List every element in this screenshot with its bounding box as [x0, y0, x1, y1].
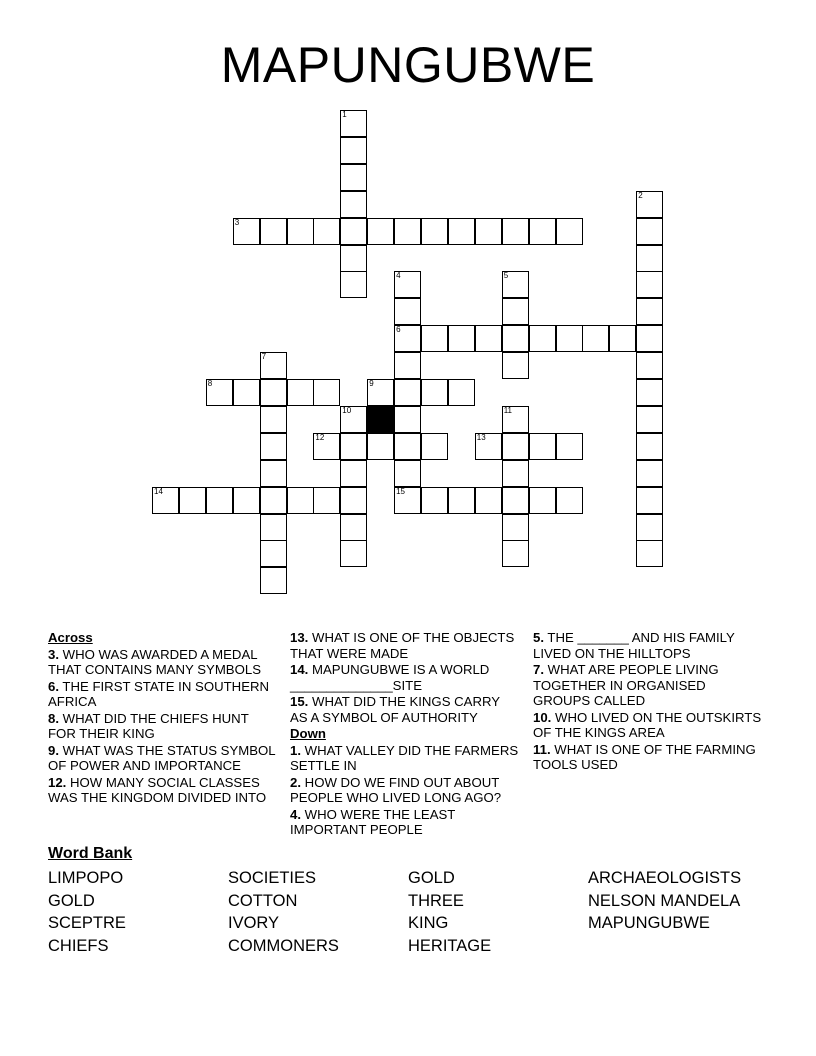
- clue: [290, 694, 520, 725]
- clue: [533, 742, 763, 773]
- grid-cell[interactable]: [636, 406, 663, 433]
- clue-number: 13: [476, 432, 486, 442]
- clue-number-label: 1.: [290, 742, 301, 758]
- clue-text: THE _______ AND HIS FAMILY LIVED ON THE HILLTOPS: [533, 630, 735, 661]
- grid-cell[interactable]: [636, 191, 663, 218]
- grid-cell[interactable]: [260, 567, 287, 594]
- clue-number-label: 3.: [48, 646, 59, 662]
- word-bank-word: HERITAGE: [408, 936, 492, 955]
- grid-cell[interactable]: [340, 271, 367, 298]
- clue-number: 11: [503, 405, 512, 415]
- grid-cell[interactable]: [636, 460, 663, 487]
- grid-cell[interactable]: [502, 540, 529, 567]
- grid-cell[interactable]: [260, 460, 287, 487]
- grid-cell[interactable]: [529, 218, 556, 245]
- word-bank-word: SOCIETIES: [228, 869, 317, 887]
- grid-cell[interactable]: [394, 460, 421, 487]
- word-bank-column: [228, 867, 339, 957]
- grid-cell[interactable]: [636, 218, 663, 245]
- clue-number-label: 10.: [533, 709, 552, 725]
- clue-text: WHO WAS AWARDED A MEDAL THAT CONTAINS MANY SYMBOLS: [48, 646, 261, 677]
- grid-cell[interactable]: [529, 325, 556, 352]
- grid-cell[interactable]: [340, 245, 367, 272]
- grid-cell[interactable]: [394, 218, 421, 245]
- clue-number-label: 2.: [290, 774, 301, 790]
- clue-number: 14: [154, 486, 163, 496]
- clue: [48, 679, 280, 710]
- grid-cell[interactable]: [394, 298, 421, 325]
- grid-cell[interactable]: [152, 487, 179, 514]
- black-cell: [367, 406, 394, 433]
- grid-cell[interactable]: [206, 379, 233, 406]
- grid-cell[interactable]: [448, 325, 475, 352]
- grid-cell[interactable]: [556, 433, 583, 460]
- clue-number-label: 6.: [48, 678, 59, 694]
- grid-cell[interactable]: [340, 406, 367, 433]
- grid-cell[interactable]: [475, 325, 502, 352]
- word-bank-word: GOLD: [48, 891, 95, 910]
- grid-cell[interactable]: [287, 379, 314, 406]
- grid-cell[interactable]: [233, 487, 260, 514]
- grid-cell[interactable]: [448, 487, 475, 514]
- word-bank-word: COTTON: [228, 891, 298, 910]
- grid-cell[interactable]: [502, 406, 529, 433]
- clue: [290, 807, 520, 838]
- grid-cell[interactable]: [340, 191, 367, 218]
- clue-text: WHAT DID THE KINGS CARRY AS A SYMBOL OF AUTHORITY: [290, 694, 500, 725]
- word-bank-word: CHIEFS: [48, 936, 109, 955]
- grid-cell[interactable]: [502, 487, 529, 514]
- grid-cell[interactable]: [475, 433, 502, 460]
- grid-cell[interactable]: [502, 460, 529, 487]
- grid-cell[interactable]: [394, 325, 421, 352]
- word-bank-word: COMMONERS: [228, 936, 339, 955]
- clue: [290, 775, 520, 806]
- grid-cell[interactable]: [556, 325, 583, 352]
- grid-cell[interactable]: [260, 218, 287, 245]
- grid-cell[interactable]: [636, 271, 663, 298]
- clue-number: 5: [503, 271, 509, 281]
- across-heading: Across: [48, 630, 93, 645]
- clue-text: WHAT ARE PEOPLE LIVING TOGETHER IN ORGANISED GROUPS CALLED: [533, 662, 719, 708]
- grid-cell[interactable]: [206, 487, 233, 514]
- grid-cell[interactable]: [260, 379, 287, 406]
- grid-cell[interactable]: [287, 218, 314, 245]
- clue-text: WHAT VALLEY DID THE FARMERS SETTLE IN: [290, 742, 519, 773]
- clue-text: WHO LIVED ON THE OUTSKIRTS OF THE KINGS AREA: [533, 709, 762, 740]
- grid-cell[interactable]: [340, 218, 367, 245]
- clue: [533, 662, 763, 709]
- clue-text: HOW MANY SOCIAL CLASSES WAS THE KINGDOM DIVIDED INTO: [48, 774, 267, 805]
- grid-cell[interactable]: [260, 540, 287, 567]
- grid-cell[interactable]: [340, 433, 367, 460]
- word-bank-word: SCEPTRE: [48, 914, 126, 933]
- grid-cell[interactable]: [260, 406, 287, 433]
- grid-cell[interactable]: [529, 433, 556, 460]
- down-clues-list: [290, 743, 520, 838]
- grid-cell[interactable]: [340, 110, 367, 137]
- clue-number-label: 9.: [48, 742, 59, 758]
- clue-column-1: [48, 630, 280, 807]
- grid-cell[interactable]: [287, 487, 314, 514]
- grid-cell[interactable]: [421, 433, 448, 460]
- clue-text: WHAT IS ONE OF THE OBJECTS THAT WERE MADE: [290, 630, 515, 661]
- grid-cell[interactable]: [636, 298, 663, 325]
- clue: [290, 630, 520, 661]
- grid-cell[interactable]: [394, 271, 421, 298]
- clue-number-label: 15.: [290, 694, 309, 709]
- grid-cell[interactable]: [421, 218, 448, 245]
- clue: [290, 662, 520, 693]
- clue: [533, 630, 763, 661]
- clue-column-3: [533, 630, 763, 774]
- word-bank-column: [48, 867, 126, 957]
- clue: [48, 775, 280, 806]
- clue-text: WHO WERE THE LEAST IMPORTANT PEOPLE: [290, 806, 456, 837]
- clue-column-2: [290, 630, 520, 839]
- grid-cell[interactable]: [179, 487, 206, 514]
- clue-number: 2: [638, 190, 643, 200]
- across-clues-list: [48, 647, 280, 806]
- word-bank-column: [408, 867, 491, 957]
- grid-cell[interactable]: [394, 433, 421, 460]
- grid-cell[interactable]: [556, 218, 583, 245]
- grid-cell[interactable]: [502, 218, 529, 245]
- grid-cell[interactable]: [260, 433, 287, 460]
- word-bank-word: THREE: [408, 891, 464, 910]
- grid-cell[interactable]: [636, 540, 663, 567]
- grid-cell[interactable]: [502, 271, 529, 298]
- grid-cell[interactable]: [475, 218, 502, 245]
- grid-cell[interactable]: [313, 433, 340, 460]
- clue: [48, 711, 280, 742]
- grid-cell[interactable]: [260, 487, 287, 514]
- grid-cell[interactable]: [609, 325, 636, 352]
- grid-cell[interactable]: [233, 379, 260, 406]
- clue-text: WHAT DID THE CHIEFS HUNT FOR THEIR KING: [48, 710, 249, 741]
- clue-number-label: 11.: [533, 741, 551, 757]
- word-bank-word: NELSON MANDELA: [588, 891, 741, 910]
- clue-number-label: 8.: [48, 710, 59, 726]
- word-bank-column: [588, 867, 741, 935]
- clue: [48, 647, 280, 678]
- clue-number-label: 4.: [290, 806, 301, 822]
- down-heading: Down: [290, 726, 326, 741]
- grid-cell[interactable]: [394, 379, 421, 406]
- grid-cell[interactable]: [582, 325, 609, 352]
- grid-cell[interactable]: [502, 325, 529, 352]
- grid-cell[interactable]: [260, 352, 287, 379]
- grid-cell[interactable]: [636, 352, 663, 379]
- grid-cell[interactable]: [636, 245, 663, 272]
- clue: [290, 743, 520, 774]
- grid-cell[interactable]: [636, 379, 663, 406]
- grid-cell[interactable]: [421, 325, 448, 352]
- word-bank-word: KING: [408, 914, 449, 933]
- clue-number: 15: [396, 486, 405, 496]
- grid-cell[interactable]: [233, 218, 260, 245]
- clue-number: 9: [369, 379, 374, 388]
- word-bank-word: MAPUNGUBWE: [588, 914, 710, 933]
- grid-cell[interactable]: [421, 487, 448, 514]
- grid-cell[interactable]: [367, 379, 394, 406]
- clue-number-label: 7.: [533, 662, 544, 677]
- word-bank-word: IVORY: [228, 914, 280, 933]
- grid-cell[interactable]: [636, 433, 663, 460]
- grid-cell[interactable]: [636, 325, 663, 352]
- clue-number: 6: [396, 325, 401, 335]
- grid-cell[interactable]: [502, 433, 529, 460]
- clue-number: 4: [396, 271, 401, 281]
- clue-number: 12: [315, 432, 325, 442]
- grid-cell[interactable]: [502, 298, 529, 325]
- clue: [48, 743, 280, 774]
- grid-cell[interactable]: [313, 487, 340, 514]
- grid-cell[interactable]: [394, 352, 421, 379]
- clue-number: 1: [342, 110, 347, 119]
- puzzle-title: MAPUNGUBWE: [220, 37, 596, 93]
- clue-number: 3: [234, 217, 240, 227]
- word-bank-word: GOLD: [408, 869, 455, 887]
- grid-cell[interactable]: [529, 487, 556, 514]
- grid-cell[interactable]: [367, 433, 394, 460]
- grid-cell[interactable]: [636, 514, 663, 541]
- clue-number-label: 5.: [533, 630, 544, 645]
- grid-cell[interactable]: [340, 137, 367, 164]
- across-clues-list-continued: [290, 630, 520, 725]
- clue-number: 10: [342, 405, 352, 415]
- word-bank-word: ARCHAEOLOGISTS: [588, 869, 742, 887]
- clue-text: HOW DO WE FIND OUT ABOUT PEOPLE WHO LIVED LONG AGO?: [290, 774, 502, 805]
- grid-cell[interactable]: [448, 379, 475, 406]
- grid-cell[interactable]: [475, 487, 502, 514]
- down-clues-list-continued: [533, 630, 763, 773]
- word-bank-title: Word Bank: [48, 845, 133, 862]
- grid-cell[interactable]: [340, 460, 367, 487]
- grid-cell[interactable]: [394, 406, 421, 433]
- grid-cell[interactable]: [313, 218, 340, 245]
- grid-cell[interactable]: [367, 218, 394, 245]
- grid-cell[interactable]: [636, 487, 663, 514]
- clue-text: WHAT IS ONE OF THE FARMING TOOLS USED: [533, 741, 756, 772]
- grid-cell[interactable]: [340, 164, 367, 191]
- grid-cell[interactable]: [260, 514, 287, 541]
- grid-cell[interactable]: [502, 514, 529, 541]
- clue-number-label: 13.: [290, 630, 309, 645]
- grid-cell[interactable]: [502, 352, 529, 379]
- grid-cell[interactable]: [340, 540, 367, 567]
- clue-number: 7: [261, 352, 267, 362]
- clue-text: MAPUNGUBWE IS A WORLD ______________SITE: [290, 662, 490, 693]
- grid-cell[interactable]: [394, 487, 421, 514]
- grid-cell[interactable]: [340, 487, 367, 514]
- clue-text: THE FIRST STATE IN SOUTHERN AFRICA: [48, 678, 270, 709]
- word-bank-word: LIMPOPO: [48, 869, 124, 887]
- clue-text: WHAT WAS THE STATUS SYMBOL OF POWER AND IMPORTANCE: [48, 742, 276, 773]
- grid-cell[interactable]: [448, 218, 475, 245]
- grid-cell[interactable]: [340, 514, 367, 541]
- grid-cell[interactable]: [556, 487, 583, 514]
- clue-number: 8: [207, 379, 213, 388]
- clue: [533, 710, 763, 741]
- clue-number-label: 12.: [48, 774, 67, 790]
- grid-cell[interactable]: [313, 379, 340, 406]
- clue-number-label: 14.: [290, 662, 309, 677]
- grid-cell[interactable]: [421, 379, 448, 406]
